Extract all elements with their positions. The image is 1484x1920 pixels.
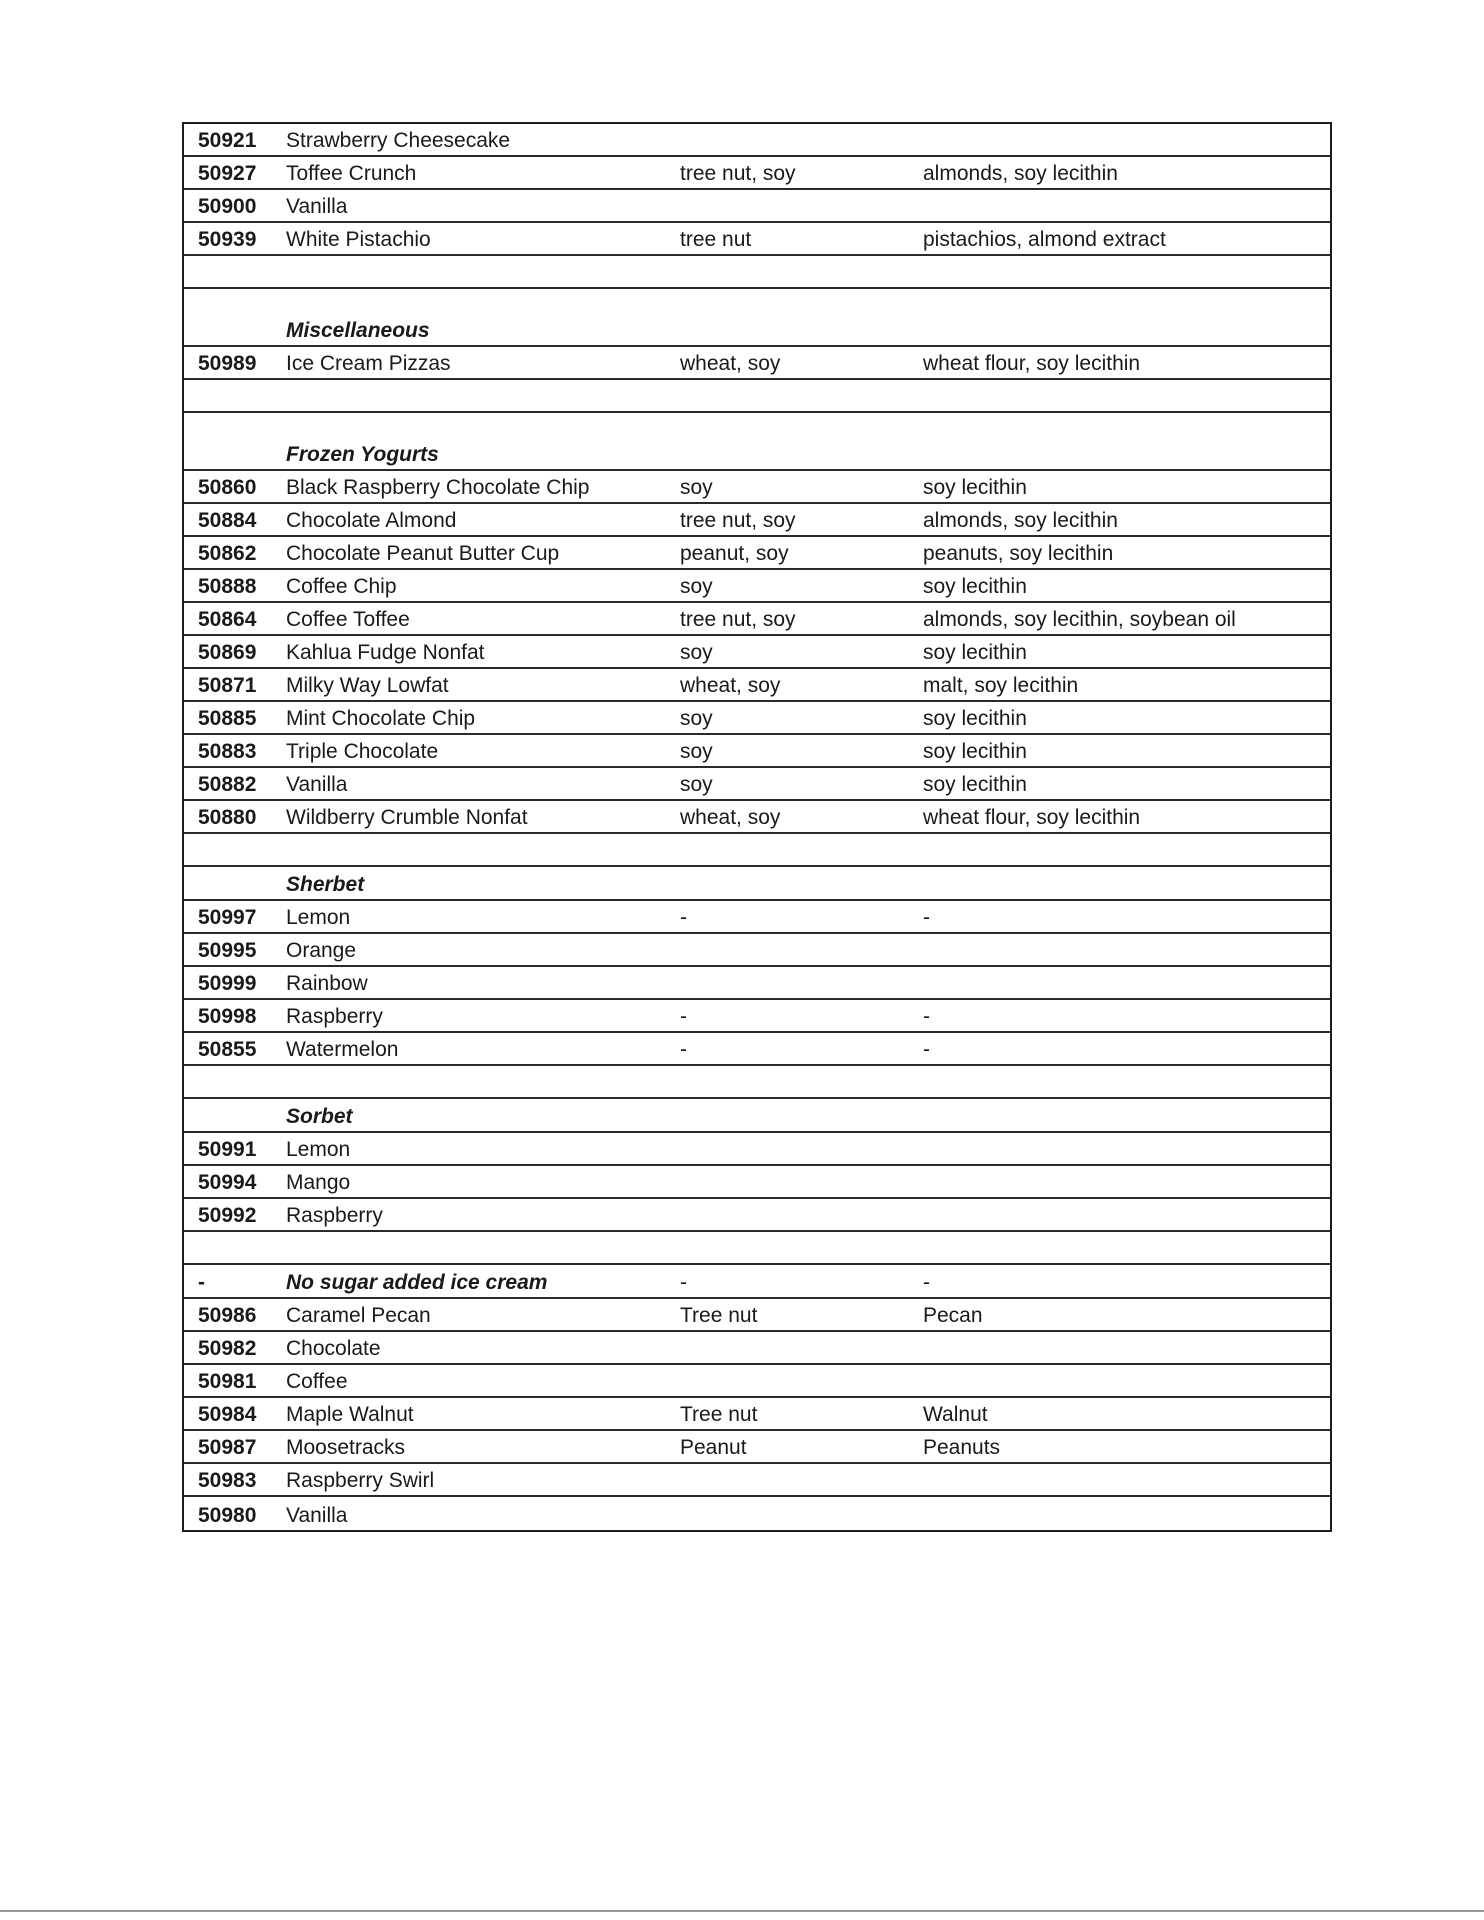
product-name: Orange (286, 939, 357, 962)
allergen-source-cell: malt, soy lecithin (923, 674, 1079, 697)
product-name: Maple Walnut (286, 1403, 414, 1426)
section-heading: Sherbet (286, 873, 365, 896)
product-code: 50883 (198, 740, 257, 763)
blank-row (184, 834, 1330, 867)
allergen-cell: peanut, soy (680, 542, 789, 565)
product-name: Toffee Crunch (286, 162, 417, 185)
product-name: Coffee (286, 1370, 348, 1393)
table-row (184, 570, 1330, 603)
section-header-row (184, 1099, 1330, 1133)
blank-row (184, 256, 1330, 289)
allergen-cell: wheat, soy (680, 806, 781, 829)
product-code: - (198, 1271, 205, 1294)
product-name: Coffee Chip (286, 575, 397, 598)
allergen-cell: Tree nut (680, 1403, 758, 1426)
product-code: 50987 (198, 1436, 257, 1459)
allergen-cell: soy (680, 476, 713, 499)
table-row (184, 223, 1330, 256)
product-name: Chocolate Almond (286, 509, 457, 532)
product-code: 50900 (198, 195, 257, 218)
allergen-source-cell: soy lecithin (923, 575, 1027, 598)
product-name: Wildberry Crumble Nonfat (286, 806, 528, 829)
product-name: Ice Cream Pizzas (286, 352, 451, 375)
table-row (184, 1464, 1330, 1497)
table-row (184, 702, 1330, 735)
allergen-source-cell: soy lecithin (923, 476, 1027, 499)
allergen-source-cell: almonds, soy lecithin (923, 509, 1118, 532)
product-code: 50991 (198, 1138, 257, 1161)
allergen-source-cell: peanuts, soy lecithin (923, 542, 1114, 565)
product-code: 50884 (198, 509, 257, 532)
product-name: Mint Chocolate Chip (286, 707, 476, 730)
product-code: 50995 (198, 939, 257, 962)
table-row (184, 768, 1330, 801)
table-row (184, 1166, 1330, 1199)
product-name: White Pistachio (286, 228, 431, 251)
product-name: Vanilla (286, 1504, 348, 1527)
allergen-source-cell: soy lecithin (923, 641, 1027, 664)
table-row (184, 934, 1330, 967)
table-row (184, 1398, 1330, 1431)
allergen-source-cell: - (923, 906, 930, 929)
product-code: 50999 (198, 972, 257, 995)
table-row (184, 1299, 1330, 1332)
blank-row (184, 1232, 1330, 1265)
table-row (184, 603, 1330, 636)
product-code: 50989 (198, 352, 257, 375)
section-header-row (184, 413, 1330, 471)
allergen-cell: wheat, soy (680, 352, 781, 375)
table-row (184, 1033, 1330, 1066)
allergen-source-cell: Pecan (923, 1304, 983, 1327)
product-code: 50992 (198, 1204, 257, 1227)
allergen-cell: - (680, 1005, 687, 1028)
section-heading: Miscellaneous (286, 319, 430, 342)
product-name: Lemon (286, 906, 351, 929)
product-name: Milky Way Lowfat (286, 674, 449, 697)
product-code: 50921 (198, 129, 257, 152)
product-name: Watermelon (286, 1038, 399, 1061)
table-row (184, 1332, 1330, 1365)
product-code: 50984 (198, 1403, 257, 1426)
blank-row (184, 1066, 1330, 1099)
product-code: 50885 (198, 707, 257, 730)
allergen-cell: tree nut (680, 228, 752, 251)
allergen-source-cell: soy lecithin (923, 773, 1027, 796)
product-code: 50927 (198, 162, 257, 185)
blank-row (184, 380, 1330, 413)
product-name: Moosetracks (286, 1436, 406, 1459)
allergen-cell: tree nut, soy (680, 608, 796, 631)
allergen-source-cell: almonds, soy lecithin, soybean oil (923, 608, 1236, 631)
allergen-source-cell: soy lecithin (923, 707, 1027, 730)
table-row (184, 1497, 1330, 1530)
table-row (184, 1000, 1330, 1033)
allergen-source-cell: Peanuts (923, 1436, 1001, 1459)
allergen-cell: tree nut, soy (680, 509, 796, 532)
allergen-source-cell: wheat flour, soy lecithin (923, 806, 1141, 829)
allergen-source-cell: wheat flour, soy lecithin (923, 352, 1141, 375)
allergen-source-cell: - (923, 1038, 930, 1061)
table-row (184, 504, 1330, 537)
table-row (184, 901, 1330, 934)
product-code: 50980 (198, 1504, 257, 1527)
table-row (184, 537, 1330, 570)
allergen-cell: wheat, soy (680, 674, 781, 697)
section-heading: Sorbet (286, 1105, 353, 1128)
product-code: 50983 (198, 1469, 257, 1492)
table-row (184, 636, 1330, 669)
product-code: 50862 (198, 542, 257, 565)
table-row (184, 124, 1330, 157)
allergen-source-cell: soy lecithin (923, 740, 1027, 763)
product-code: 50882 (198, 773, 257, 796)
product-code: 50994 (198, 1171, 257, 1194)
product-name: Mango (286, 1171, 351, 1194)
product-code: 50939 (198, 228, 257, 251)
section-header-row (184, 289, 1330, 347)
product-code: 50880 (198, 806, 257, 829)
allergen-cell: - (680, 1038, 687, 1061)
allergen-cell: soy (680, 575, 713, 598)
table-row (184, 471, 1330, 504)
table-row (184, 1133, 1330, 1166)
product-code: 50981 (198, 1370, 257, 1393)
allergen-cell: soy (680, 773, 713, 796)
product-name: Kahlua Fudge Nonfat (286, 641, 485, 664)
product-name: Vanilla (286, 773, 348, 796)
product-name: Caramel Pecan (286, 1304, 431, 1327)
section-header-row (184, 1265, 1330, 1299)
allergen-cell: Tree nut (680, 1304, 758, 1327)
product-code: 50860 (198, 476, 257, 499)
section-header-row (184, 867, 1330, 901)
product-code: 50871 (198, 674, 257, 697)
table-row (184, 1431, 1330, 1464)
product-code: 50855 (198, 1038, 257, 1061)
allergen-cell: - (680, 906, 687, 929)
allergen-cell: soy (680, 740, 713, 763)
allergen-source-cell: - (923, 1005, 930, 1028)
product-code: 50986 (198, 1304, 257, 1327)
table-row (184, 1365, 1330, 1398)
product-name: Strawberry Cheesecake (286, 129, 511, 152)
table-row (184, 669, 1330, 702)
allergen-cell: - (680, 1271, 687, 1294)
table-row (184, 190, 1330, 223)
table-row (184, 735, 1330, 768)
allergen-cell: soy (680, 707, 713, 730)
table-row (184, 801, 1330, 834)
allergen-cell: soy (680, 641, 713, 664)
table-row (184, 1199, 1330, 1232)
allergen-source-cell: - (923, 1271, 930, 1294)
section-heading: Frozen Yogurts (286, 443, 439, 466)
table-row (184, 157, 1330, 190)
table-row (184, 967, 1330, 1000)
allergen-cell: Peanut (680, 1436, 747, 1459)
product-code: 50888 (198, 575, 257, 598)
product-name: Lemon (286, 1138, 351, 1161)
product-name: Chocolate (286, 1337, 381, 1360)
product-name: Vanilla (286, 195, 348, 218)
product-name: Raspberry (286, 1204, 383, 1227)
product-code: 50869 (198, 641, 257, 664)
product-code: 50998 (198, 1005, 257, 1028)
allergen-table (182, 122, 1332, 1532)
allergen-source-cell: Walnut (923, 1403, 988, 1426)
allergen-source-cell: almonds, soy lecithin (923, 162, 1118, 185)
allergen-source-cell: pistachios, almond extract (923, 228, 1166, 251)
product-name: Raspberry (286, 1005, 383, 1028)
product-name: Raspberry Swirl (286, 1469, 435, 1492)
product-name: Black Raspberry Chocolate Chip (286, 476, 590, 499)
product-name: Chocolate Peanut Butter Cup (286, 542, 560, 565)
product-name: Triple Chocolate (286, 740, 439, 763)
product-name: Coffee Toffee (286, 608, 410, 631)
product-code: 50997 (198, 906, 257, 929)
section-heading: No sugar added ice cream (286, 1271, 548, 1294)
product-name: Rainbow (286, 972, 368, 995)
table-row (184, 347, 1330, 380)
page-bottom-rule (0, 1910, 1484, 1912)
allergen-cell: tree nut, soy (680, 162, 796, 185)
product-code: 50864 (198, 608, 257, 631)
product-code: 50982 (198, 1337, 257, 1360)
